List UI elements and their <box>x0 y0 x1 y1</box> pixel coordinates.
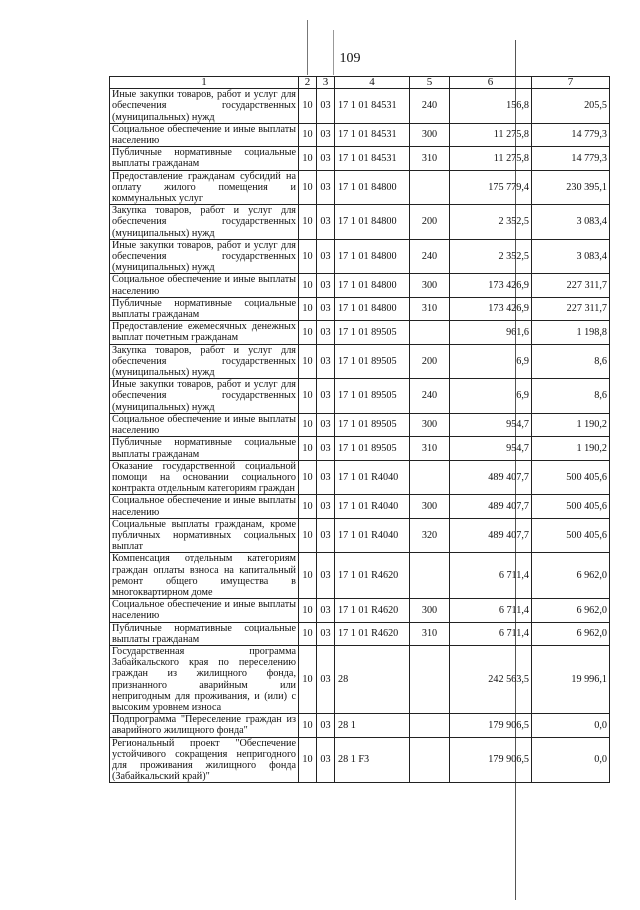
subsection-code: 03 <box>317 553 335 599</box>
amount-year-1: 6 711,4 <box>450 622 532 645</box>
section-code: 10 <box>299 274 317 297</box>
amount-year-1: 954,7 <box>450 413 532 436</box>
table-row <box>110 495 610 518</box>
expense-type-code: 240 <box>410 239 450 274</box>
table-row <box>110 413 610 436</box>
target-article-code: 17 1 01 84531 <box>335 123 410 146</box>
amount-year-2: 1 190,2 <box>532 413 610 436</box>
expense-type-code: 240 <box>410 89 450 124</box>
row-description: Социальные выплаты гражданам, кроме публичных нормативных социальных выплат <box>110 518 299 553</box>
section-code: 10 <box>299 344 317 379</box>
expense-type-code: 320 <box>410 518 450 553</box>
table-row <box>110 297 610 320</box>
row-description: Компенсация отдельным категориям граждан оплаты взноса на капитальный ремонт общего имущества в многоквартирном доме <box>110 553 299 599</box>
row-description: Иные закупки товаров, работ и услуг для обеспечения государственных (муниципальных) нужд <box>110 379 299 414</box>
amount-year-2: 1 198,8 <box>532 321 610 344</box>
target-article-code: 17 1 01 84531 <box>335 89 410 124</box>
row-description: Закупка товаров, работ и услуг для обеспечения государственных (муниципальных) нужд <box>110 205 299 240</box>
table-row <box>110 147 610 170</box>
expense-type-code <box>410 645 450 713</box>
section-code: 10 <box>299 205 317 240</box>
amount-year-2: 14 779,3 <box>532 147 610 170</box>
amount-year-1: 242 563,5 <box>450 645 532 713</box>
row-description: Публичные нормативные социальные выплаты гражданам <box>110 437 299 460</box>
row-description: Иные закупки товаров, работ и услуг для обеспечения государственных (муниципальных) нужд <box>110 239 299 274</box>
target-article-code: 17 1 01 R4040 <box>335 460 410 495</box>
amount-year-1: 489 407,7 <box>450 518 532 553</box>
table-row <box>110 714 610 737</box>
section-code: 10 <box>299 123 317 146</box>
target-article-code: 17 1 01 89505 <box>335 413 410 436</box>
subsection-code: 03 <box>317 437 335 460</box>
amount-year-2: 19 996,1 <box>532 645 610 713</box>
amount-year-1: 2 352,5 <box>450 239 532 274</box>
section-code: 10 <box>299 599 317 622</box>
expense-type-code: 300 <box>410 495 450 518</box>
table-row <box>110 321 610 344</box>
amount-year-2: 227 311,7 <box>532 297 610 320</box>
row-description: Социальное обеспечение и иные выплаты населению <box>110 274 299 297</box>
expense-type-code: 310 <box>410 297 450 320</box>
amount-year-1: 489 407,7 <box>450 495 532 518</box>
amount-year-1: 954,7 <box>450 437 532 460</box>
amount-year-2: 205,5 <box>532 89 610 124</box>
target-article-code: 17 1 01 R4620 <box>335 599 410 622</box>
subsection-code: 03 <box>317 518 335 553</box>
row-description: Региональный проект "Обеспечение устойчивого сокращения непригодного для проживания жилищного фонда (Забайкальский край)" <box>110 737 299 783</box>
subsection-code: 03 <box>317 460 335 495</box>
row-description: Социальное обеспечение и иные выплаты населению <box>110 413 299 436</box>
target-article-code: 28 1 <box>335 714 410 737</box>
expense-type-code <box>410 553 450 599</box>
section-code: 10 <box>299 89 317 124</box>
expense-type-code: 200 <box>410 205 450 240</box>
expense-type-code <box>410 321 450 344</box>
table-row <box>110 622 610 645</box>
header-row <box>110 77 610 89</box>
amount-year-2: 0,0 <box>532 714 610 737</box>
table-row <box>110 599 610 622</box>
amount-year-1: 489 407,7 <box>450 460 532 495</box>
section-code: 10 <box>299 645 317 713</box>
expense-type-code: 300 <box>410 123 450 146</box>
section-code: 10 <box>299 460 317 495</box>
table-row <box>110 379 610 414</box>
expense-type-code: 240 <box>410 379 450 414</box>
target-article-code: 17 1 01 84531 <box>335 147 410 170</box>
target-article-code: 17 1 01 R4620 <box>335 553 410 599</box>
table-row <box>110 460 610 495</box>
amount-year-1: 6,9 <box>450 344 532 379</box>
row-description: Публичные нормативные социальные выплаты гражданам <box>110 147 299 170</box>
section-code: 10 <box>299 495 317 518</box>
amount-year-1: 961,6 <box>450 321 532 344</box>
expense-type-code: 300 <box>410 413 450 436</box>
amount-year-1: 179 906,5 <box>450 714 532 737</box>
subsection-code: 03 <box>317 170 335 205</box>
target-article-code: 17 1 01 84800 <box>335 205 410 240</box>
row-description: Государственная программа Забайкальского края по переселению граждан из жилищного фонда, признанного аварийным или непригодным для проживания, и (или) с высоким уровнем износа <box>110 645 299 713</box>
amount-year-2: 3 083,4 <box>532 239 610 274</box>
section-code: 10 <box>299 714 317 737</box>
section-code: 10 <box>299 413 317 436</box>
target-article-code: 17 1 01 84800 <box>335 239 410 274</box>
table-row <box>110 553 610 599</box>
row-description: Социальное обеспечение и иные выплаты населению <box>110 123 299 146</box>
table-row <box>110 737 610 783</box>
amount-year-2: 227 311,7 <box>532 274 610 297</box>
section-code: 10 <box>299 518 317 553</box>
table-row <box>110 89 610 124</box>
subsection-code: 03 <box>317 274 335 297</box>
section-code: 10 <box>299 297 317 320</box>
page-number: 109 <box>339 51 361 66</box>
subsection-code: 03 <box>317 413 335 436</box>
section-code: 10 <box>299 737 317 783</box>
amount-year-2: 500 405,6 <box>532 460 610 495</box>
amount-year-2: 3 083,4 <box>532 205 610 240</box>
target-article-code: 17 1 01 84800 <box>335 274 410 297</box>
amount-year-1: 156,8 <box>450 89 532 124</box>
section-code: 10 <box>299 321 317 344</box>
target-article-code: 17 1 01 R4040 <box>335 518 410 553</box>
row-description: Закупка товаров, работ и услуг для обеспечения государственных (муниципальных) нужд <box>110 344 299 379</box>
subsection-code: 03 <box>317 714 335 737</box>
row-description: Иные закупки товаров, работ и услуг для обеспечения государственных (муниципальных) нужд <box>110 89 299 124</box>
subsection-code: 03 <box>317 495 335 518</box>
amount-year-1: 175 779,4 <box>450 170 532 205</box>
subsection-code: 03 <box>317 321 335 344</box>
header-cell: 7 <box>532 77 610 89</box>
row-description: Социальное обеспечение и иные выплаты населению <box>110 599 299 622</box>
row-description: Оказание государственной социальной помощи на основании социального контракта отдельным категориям граждан <box>110 460 299 495</box>
table-row <box>110 239 610 274</box>
amount-year-1: 6 711,4 <box>450 599 532 622</box>
section-code: 10 <box>299 170 317 205</box>
row-description: Публичные нормативные социальные выплаты гражданам <box>110 297 299 320</box>
subsection-code: 03 <box>317 123 335 146</box>
expense-type-code: 310 <box>410 622 450 645</box>
scan-artifact-line <box>307 20 308 75</box>
row-description: Предоставление гражданам субсидий на оплату жилого помещения и коммунальных услуг <box>110 170 299 205</box>
target-article-code: 17 1 01 89505 <box>335 379 410 414</box>
subsection-code: 03 <box>317 737 335 783</box>
target-article-code: 17 1 01 89505 <box>335 437 410 460</box>
target-article-code: 17 1 01 84800 <box>335 170 410 205</box>
amount-year-2: 0,0 <box>532 737 610 783</box>
amount-year-1: 6 711,4 <box>450 553 532 599</box>
section-code: 10 <box>299 553 317 599</box>
section-code: 10 <box>299 437 317 460</box>
amount-year-2: 8,6 <box>532 379 610 414</box>
row-description: Социальное обеспечение и иные выплаты населению <box>110 495 299 518</box>
target-article-code: 17 1 01 89505 <box>335 321 410 344</box>
target-article-code: 28 1 F3 <box>335 737 410 783</box>
table-row <box>110 645 610 713</box>
section-code: 10 <box>299 239 317 274</box>
expense-type-code: 310 <box>410 147 450 170</box>
amount-year-2: 6 962,0 <box>532 622 610 645</box>
section-code: 10 <box>299 622 317 645</box>
row-description: Предоставление ежемесячных денежных выплат почетным гражданам <box>110 321 299 344</box>
amount-year-1: 11 275,8 <box>450 123 532 146</box>
amount-year-2: 500 405,6 <box>532 495 610 518</box>
amount-year-1: 6,9 <box>450 379 532 414</box>
header-cell: 1 <box>110 77 299 89</box>
section-code: 10 <box>299 147 317 170</box>
amount-year-2: 14 779,3 <box>532 123 610 146</box>
table-row <box>110 123 610 146</box>
table-row <box>110 344 610 379</box>
header-cell: 2 <box>299 77 317 89</box>
amount-year-2: 8,6 <box>532 344 610 379</box>
amount-year-1: 179 906,5 <box>450 737 532 783</box>
header-cell: 4 <box>335 77 410 89</box>
target-article-code: 17 1 01 R4620 <box>335 622 410 645</box>
table-row <box>110 274 610 297</box>
amount-year-1: 173 426,9 <box>450 297 532 320</box>
table-row <box>110 437 610 460</box>
row-description: Подпрограмма "Переселение граждан из аварийного жилищного фонда" <box>110 714 299 737</box>
target-article-code: 17 1 01 R4040 <box>335 495 410 518</box>
subsection-code: 03 <box>317 147 335 170</box>
subsection-code: 03 <box>317 344 335 379</box>
budget-table <box>109 76 610 783</box>
amount-year-2: 500 405,6 <box>532 518 610 553</box>
expense-type-code <box>410 737 450 783</box>
expense-type-code <box>410 460 450 495</box>
target-article-code: 28 <box>335 645 410 713</box>
expense-type-code: 200 <box>410 344 450 379</box>
subsection-code: 03 <box>317 89 335 124</box>
target-article-code: 17 1 01 89505 <box>335 344 410 379</box>
row-description: Публичные нормативные социальные выплаты гражданам <box>110 622 299 645</box>
amount-year-1: 11 275,8 <box>450 147 532 170</box>
table-row <box>110 205 610 240</box>
expense-type-code <box>410 714 450 737</box>
subsection-code: 03 <box>317 205 335 240</box>
expense-type-code: 300 <box>410 274 450 297</box>
subsection-code: 03 <box>317 297 335 320</box>
target-article-code: 17 1 01 84800 <box>335 297 410 320</box>
header-cell: 3 <box>317 77 335 89</box>
subsection-code: 03 <box>317 239 335 274</box>
scan-artifact-line <box>333 30 334 75</box>
subsection-code: 03 <box>317 379 335 414</box>
expense-type-code: 310 <box>410 437 450 460</box>
amount-year-1: 2 352,5 <box>450 205 532 240</box>
section-code: 10 <box>299 379 317 414</box>
amount-year-2: 1 190,2 <box>532 437 610 460</box>
table-row <box>110 170 610 205</box>
amount-year-2: 6 962,0 <box>532 599 610 622</box>
amount-year-2: 6 962,0 <box>532 553 610 599</box>
header-cell: 5 <box>410 77 450 89</box>
expense-type-code <box>410 170 450 205</box>
subsection-code: 03 <box>317 645 335 713</box>
table-row <box>110 518 610 553</box>
header-cell: 6 <box>450 77 532 89</box>
amount-year-2: 230 395,1 <box>532 170 610 205</box>
amount-year-1: 173 426,9 <box>450 274 532 297</box>
subsection-code: 03 <box>317 599 335 622</box>
subsection-code: 03 <box>317 622 335 645</box>
expense-type-code: 300 <box>410 599 450 622</box>
